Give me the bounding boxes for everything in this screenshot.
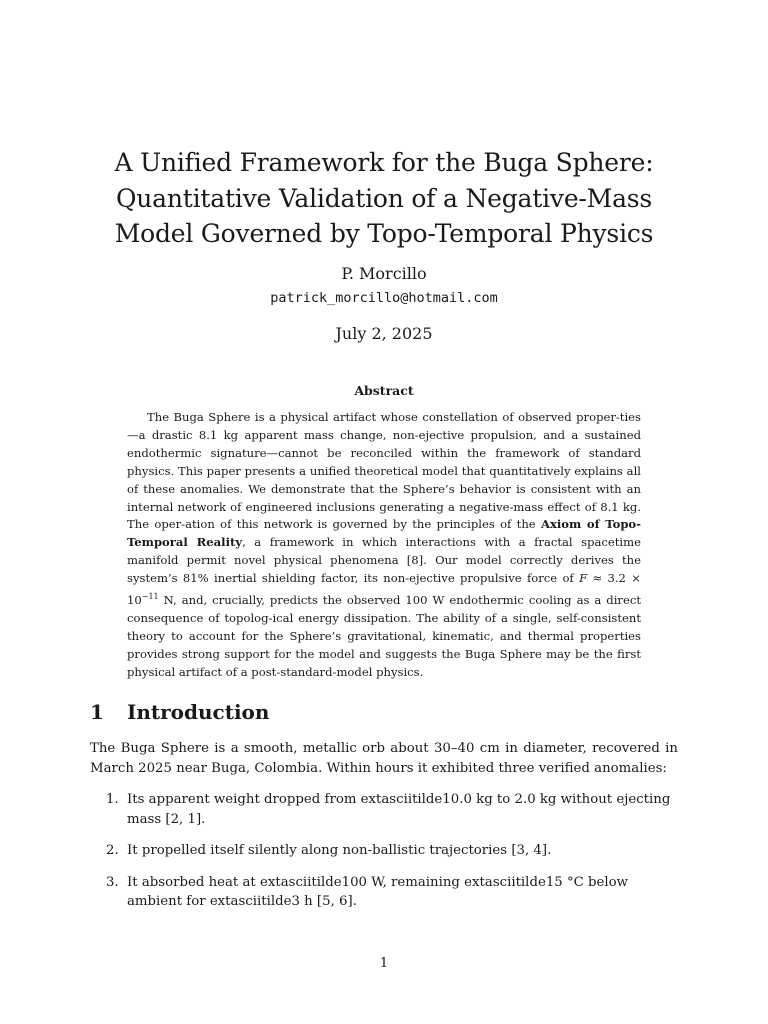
section-heading-introduction [90,699,269,725]
list-marker: 2. [106,843,119,859]
abstract-text-part: , a framework in which interactions with a fractal spacetime manifold permit novel physical phenomena [8]. Our model correctly derives the system’s 81% inertial shielding factor, its non-ejective propulsive force of [127,535,641,586]
force-symbol: F [579,571,588,586]
section-title: Introduction [127,700,270,724]
list-item-text: It absorbed heat at extasciitilde100 W, remaining extasciitilde15 °C below ambient for extasciitilde3 h [5, 6]. [127,874,629,910]
force-exponent: −11 [141,592,159,602]
list-item [90,873,678,912]
list-marker: 3. [106,874,119,890]
title-line: A Unified Framework for the Buga Sphere: [114,148,654,177]
abstract-text [127,409,641,681]
list-item-text: Its apparent weight dropped from extasciitilde10.0 kg to 2.0 kg without ejecting mass [2, 1]. [127,792,671,827]
page-number: 1 [379,956,389,971]
abstract-text-part: The Buga Sphere is a physical artifact whose constellation of observed proper-ties—a drastic 8.1 kg apparent mass change, non-ejective propulsion, and a sustained endothermic signature—cannot be reconciled within the framework of standard physics. This paper presents a unified theoretical model that quantitatively explains all of these anomalies. We demonstrate that the Sphere’s behavior is consistent with an internal network of engineered inclusions generating a negative-mass effect of 8.1 kg. The oper-ation of this network is governed by the principles of the [127,410,641,532]
section-number: 1 [90,700,104,724]
publication-date: July 2, 2025 [335,324,433,343]
list-marker: 1. [106,792,119,807]
anomaly-list [90,790,678,924]
abstract-heading: Abstract [354,383,414,398]
list-item-text: It propelled itself silently along non-ballistic trajectories [3, 4]. [127,843,552,859]
title-line: Quantitative Validation of a Negative-Mass [115,183,653,213]
axiom-term: Axiom of Topo-Temporal Reality [127,517,641,550]
author-email: patrick_morcillo@hotmail.com [270,290,498,306]
intro-paragraph: The Buga Sphere is a smooth, metallic orb about 30–40 cm in diameter, recovered in March 2025 near Buga, Colombia. Within hours it exhibited three verified anomalies: [90,741,678,776]
force-value: ≈ 3.2 × 10 [127,571,641,607]
author-name: P. Morcillo [341,264,427,283]
list-item [90,790,678,829]
abstract-text-part: N, and, crucially, predicts the observed 100 W endothermic cooling as a direct consequence of topolog-ical energy dissipation. The ability of a single, self-consistent theory to account for the Sphere’s gravitational, kinematic, and thermal properties provides strong support for the model and suggests the Buga Sphere may be the first physical artifact of a post-standard-model physics. [127,592,641,679]
paper-title [90,145,678,252]
title-line: Model Governed by Topo-Temporal Physics [114,219,654,248]
list-item [90,841,678,861]
